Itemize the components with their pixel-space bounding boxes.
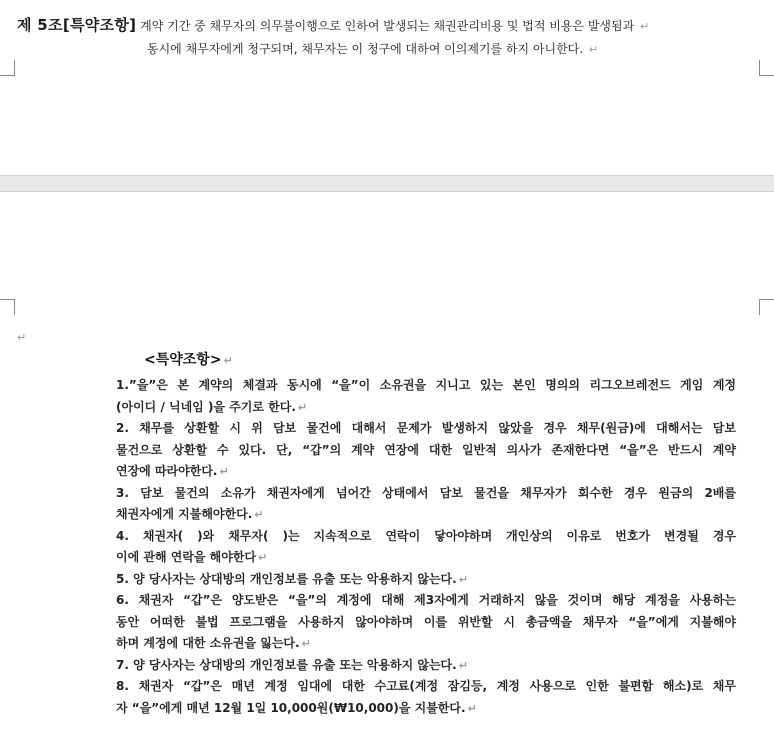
clause-line: [116, 483, 736, 505]
crop-mark-bottom-right: [759, 60, 774, 76]
paragraph-mark-icon: ↵: [467, 701, 477, 715]
clause-line: [116, 504, 736, 526]
article-5: [17, 14, 737, 61]
clause-text: (아이디 / 닉네임 )을 주기로 한다.: [116, 399, 296, 414]
clause-line: [116, 461, 736, 483]
clause-text: 1.”을”은 본 계약의 체결과 동시에 “을”이 소유권을 지니고 있는 본인 명의의 리그오브레전드 게임 계정: [116, 378, 736, 392]
special-terms-title: [116, 346, 736, 375]
paragraph-mark-icon: ↵: [640, 20, 650, 33]
clause-line: [116, 547, 736, 569]
clause-text: 8. 채권자 “갑”은 매년 계정 임대에 대한 수고료(계정 잠김등, 계정 사용으로 인한 불편함 해소)로 채무: [116, 679, 736, 693]
clause-item: [116, 569, 736, 591]
clause-line: [116, 633, 736, 655]
article-5-line-1: [17, 14, 737, 38]
clause-text: 2. 채무를 상환할 시 위 담보 물건에 대해서 문제가 발생하지 않았을 경우 채무(원금)에 대해서는 담보: [116, 421, 736, 435]
clause-line: [116, 375, 736, 397]
paragraph-mark-icon: ↵: [223, 354, 233, 367]
clause-line: [116, 655, 736, 677]
clause-line: [116, 440, 736, 462]
clause-item: [116, 418, 736, 483]
clause-item: [116, 483, 736, 526]
paragraph-mark-icon: ↵: [258, 551, 268, 564]
paragraph-mark-icon: ↵: [254, 508, 264, 521]
clause-line: [116, 698, 736, 720]
crop-mark-top-right: [759, 299, 774, 315]
clause-text: 물건으로 상환할 수 있다. 단, “갑”의 계약 연장에 대한 일반적 의사가 존재한다면 “을”은 반드시 계약: [116, 442, 736, 457]
article-5-line-2: [17, 38, 737, 61]
paragraph-mark-icon: ↵: [297, 400, 308, 414]
clause-item: [116, 676, 736, 719]
article-5-heading: 제 5조[특약조항]: [17, 16, 137, 34]
clause-text: 하며 계정에 대한 소유권을 잃는다.: [116, 636, 300, 650]
clause-text: 채권자에게 지불해야한다.: [116, 507, 253, 521]
crop-mark-top-left: [0, 299, 15, 315]
document-page-2: [0, 192, 774, 741]
paragraph-mark-icon: ↵: [219, 465, 229, 478]
clause-item: [116, 526, 736, 569]
clause-text: 6. 채권자 “갑”은 양도받은 “을”의 계정에 대해 제3자에게 거래하지 않을 것이며 해당 계정을 사용하는: [116, 593, 736, 607]
paragraph-mark-icon: ↵: [458, 572, 468, 586]
article-5-text-1: 계약 기간 중 채무자의 의무불이행으로 인하여 발생되는 채권관리비용 및 법적 비용은 발생됨과: [140, 19, 635, 33]
paragraph-mark-icon: ↵: [588, 43, 599, 56]
clause-text: 7. 양 당사자는 상대방의 개인정보를 유출 또는 악용하지 않는다.: [116, 657, 457, 672]
document-page-1: [0, 0, 774, 175]
page-separator: [0, 175, 774, 192]
clause-item: [116, 655, 736, 677]
clause-line: [116, 418, 736, 440]
paragraph-mark-icon: ↵: [17, 331, 27, 344]
clause-text: 동안 어떠한 불법 프로그램을 사용하지 않아야하며 이를 위반할 시 총금액을 채무자 “을”에게 지불해야: [116, 614, 736, 629]
clause-line: [116, 590, 736, 612]
special-terms: [116, 346, 736, 719]
article-5-text-2: 동시에 채무자에게 청구되며, 채무자는 이 청구에 대하여 이의제기를 하지 아니한다.: [147, 42, 584, 56]
special-terms-title-text: <특약조항>: [144, 352, 222, 368]
clause-text: 5. 양 당사자는 상대방의 개인정보를 유출 또는 악용하지 않는다.: [116, 571, 457, 586]
clause-line: [116, 397, 736, 419]
clause-line: [116, 569, 736, 591]
clause-text: 3. 담보 물건의 소유가 채권자에게 넘어간 상태에서 담보 물건을 채무자가 회수한 경우 원금의 2배를: [116, 485, 736, 500]
crop-mark-bottom-left: [0, 60, 15, 76]
paragraph-mark-icon: ↵: [301, 637, 311, 650]
clause-text: 연장에 따라야한다.: [116, 464, 218, 478]
clause-item: [116, 375, 736, 418]
clause-line: [116, 526, 736, 548]
clause-text: 이에 관해 연락을 해야한다: [116, 550, 257, 564]
clause-text: 4. 채권자( )와 채무자( )는 지속적으로 연락이 닿아야하며 개인상의 이유로 번호가 변경될 경우: [116, 528, 736, 543]
paragraph-mark-icon: ↵: [458, 658, 468, 672]
clause-text: 자 “을”에게 매년 12월 1일 10,000원(₩10,000)을 지불한다.: [116, 700, 466, 715]
clause-line: [116, 612, 736, 634]
clause-line: [116, 676, 736, 698]
clause-list: [116, 375, 736, 719]
clause-item: [116, 590, 736, 655]
